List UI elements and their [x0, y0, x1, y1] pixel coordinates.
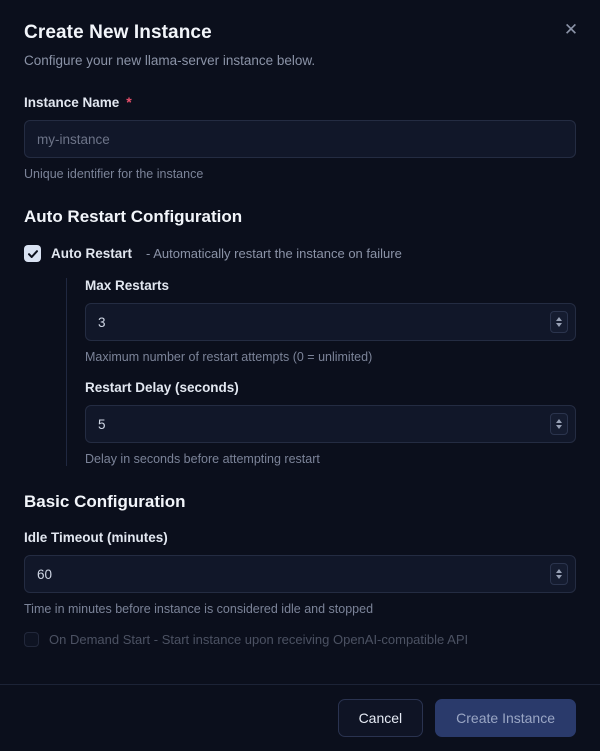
restart-delay-stepper[interactable] — [550, 413, 568, 435]
max-restarts-label: Max Restarts — [85, 278, 170, 293]
auto-restart-label: Auto Restart — [51, 246, 133, 261]
restart-delay-input-wrap — [85, 405, 576, 443]
max-restarts-input[interactable] — [85, 303, 576, 341]
restart-delay-input[interactable] — [85, 405, 576, 443]
dialog-body — [0, 68, 600, 684]
instance-name-label-text: Instance Name — [24, 94, 120, 110]
chevron-down-icon[interactable] — [556, 425, 562, 429]
check-icon — [27, 248, 39, 260]
chevron-down-icon[interactable] — [556, 323, 562, 327]
chevron-up-icon[interactable] — [556, 317, 562, 321]
dialog-title: Create New Instance — [24, 22, 212, 43]
auto-restart-description: - Automatically restart the instance on failure — [146, 246, 402, 261]
instance-name-label — [24, 94, 576, 110]
max-restarts-field — [67, 278, 576, 364]
close-icon[interactable]: ✕ — [558, 16, 584, 42]
cancel-button[interactable]: Cancel — [338, 699, 424, 737]
idle-timeout-field — [24, 530, 576, 616]
max-restarts-hint: Maximum number of restart attempts (0 = unlimited) — [85, 350, 373, 364]
restart-delay-hint: Delay in seconds before attempting restart — [85, 452, 320, 466]
chevron-up-icon[interactable] — [556, 419, 562, 423]
restart-delay-field — [67, 380, 576, 466]
on-demand-start-label: On Demand Start - Start instance upon receiving OpenAI-compatible API — [49, 632, 469, 647]
auto-restart-section-title: Auto Restart Configuration — [24, 207, 243, 226]
idle-timeout-input-wrap — [24, 555, 576, 593]
dialog-header — [0, 0, 600, 68]
instance-name-input[interactable] — [24, 120, 576, 158]
on-demand-start-row[interactable] — [24, 632, 576, 647]
instance-name-field — [24, 94, 576, 181]
idle-timeout-input[interactable] — [24, 555, 576, 593]
chevron-down-icon[interactable] — [556, 575, 562, 579]
chevron-up-icon[interactable] — [556, 569, 562, 573]
dialog-footer — [0, 684, 600, 751]
max-restarts-stepper[interactable] — [550, 311, 568, 333]
max-restarts-input-wrap — [85, 303, 576, 341]
instance-name-hint: Unique identifier for the instance — [24, 167, 204, 181]
auto-restart-checkbox[interactable] — [24, 245, 41, 262]
idle-timeout-hint: Time in minutes before instance is considered idle and stopped — [24, 602, 374, 616]
instance-name-input-wrap — [24, 120, 576, 158]
required-marker: * — [126, 94, 132, 110]
auto-restart-checkbox-row[interactable] — [24, 245, 576, 262]
on-demand-start-checkbox[interactable] — [24, 632, 39, 647]
dialog-subtitle: Configure your new llama-server instance below. — [24, 53, 316, 68]
create-instance-button[interactable]: Create Instance — [435, 699, 576, 737]
auto-restart-subfields — [66, 278, 576, 466]
idle-timeout-stepper[interactable] — [550, 563, 568, 585]
idle-timeout-label: Idle Timeout (minutes) — [24, 530, 168, 545]
scroll-fade — [0, 658, 600, 684]
basic-section-title: Basic Configuration — [24, 492, 186, 511]
restart-delay-label: Restart Delay (seconds) — [85, 380, 239, 395]
